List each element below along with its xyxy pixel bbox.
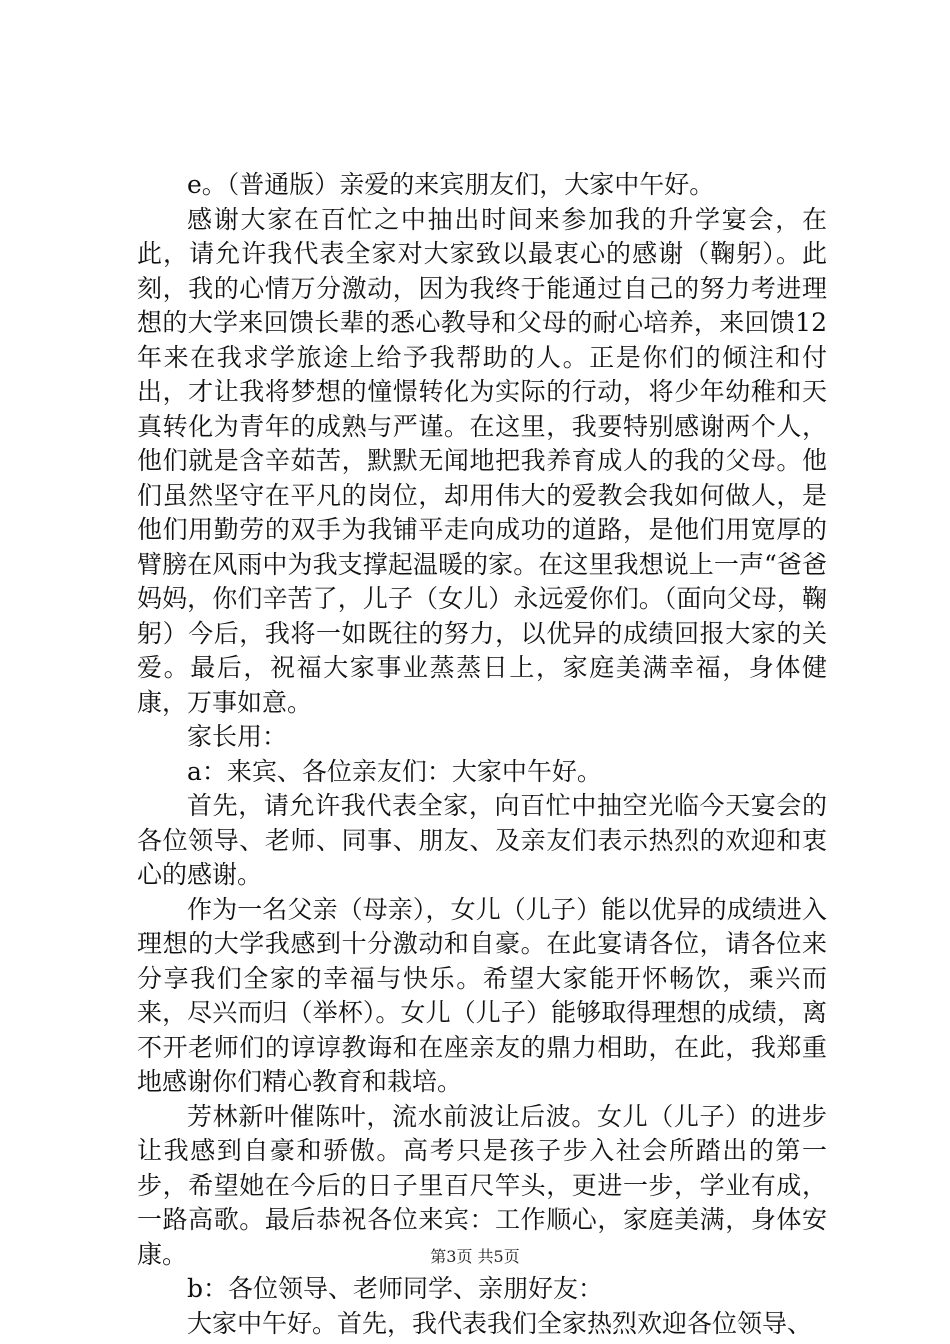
paragraph-parent-pride: 作为一名父亲（母亲），女儿（儿子）能以优异的成绩进入理想的大学我感到十分激动和自豪。在此宴请各位，请各位来分享我们全家的幸福与快乐。希望大家能开怀畅饮，乘兴而来，尽兴而归（举杯）。女儿（儿子）能够取得理想的成绩，离不开老师们的谆谆教诲和在座亲友的鼎力相助，在此，我郑重地感谢你们精心教育和栽培。 <box>137 894 827 1096</box>
paragraph-greeting-a: a：来宾、各位亲友们：大家中午好。 <box>187 756 602 786</box>
document-body <box>137 168 827 1341</box>
paragraph-welcome: 首先，请允许我代表全家，向百忙中抽空光临今天宴会的各位领导、老师、同事、朋友、及亲友们表示热烈的欢迎和衷心的感谢。 <box>137 791 827 889</box>
paragraph-greeting-b: b：各位领导、老师同学、亲朋好友： <box>187 1274 604 1303</box>
paragraph-closing-start: 大家中午好。首先，我代表我们全家热烈欢迎各位领导、 <box>187 1308 813 1338</box>
paragraph-greeting-e: e。（普通版）亲爱的来宾朋友们，大家中午好。 <box>187 170 715 199</box>
paragraph-student-speech: 感谢大家在百忙之中抽出时间来参加我的升学宴会，在此，请允许我代表全家对大家致以最衷心的感谢（鞠躬）。此刻，我的心情万分激动，因为我终于能通过自己的努力考进理想的大学来回馈长辈的悉心教导和父母的耐心培养，来回馈12年来在我求学旅途上给予我帮助的人。正是你们的倾注和付出，才让我将梦想的憧憬转化为实际的行动，将少年幼稚和天真转化为青年的成熟与严谨。在这里，我要特别感谢两个人，他们就是含辛茹苦，默默无闻地把我养育成人的我的父母。他们虽然坚守在平凡的岗位，却用伟大的爱教会我如何做人，是他们用勤劳的双手为我铺平走向成功的道路，是他们用宽厚的臂膀在风雨中为我支撑起温暖的家。在这里我想说上一声“爸爸妈妈，你们辛苦了，儿子（女儿）永远爱你们。（面向父母，鞠躬）今后，我将一如既往的努力，以优异的成绩回报大家的关爱。最后，祝福大家事业蒸蒸日上，家庭美满幸福，身体健康，万事如意。 <box>137 204 827 717</box>
paragraph-parent-heading: 家长用： <box>187 722 288 751</box>
page-number-footer: 第3页 共5页 <box>430 1247 520 1266</box>
paragraph-blessing: 芳林新叶催陈叶，流水前波让后波。女儿（儿子）的进步让我感到自豪和骄傲。高考只是孩子步入社会所踏出的第一步，希望她在今后的日子里百尺竿头，更进一步，学业有成，一路高歌。最后恭祝各位来宾：工作顺心，家庭美满，身体安康。 <box>137 1101 827 1269</box>
